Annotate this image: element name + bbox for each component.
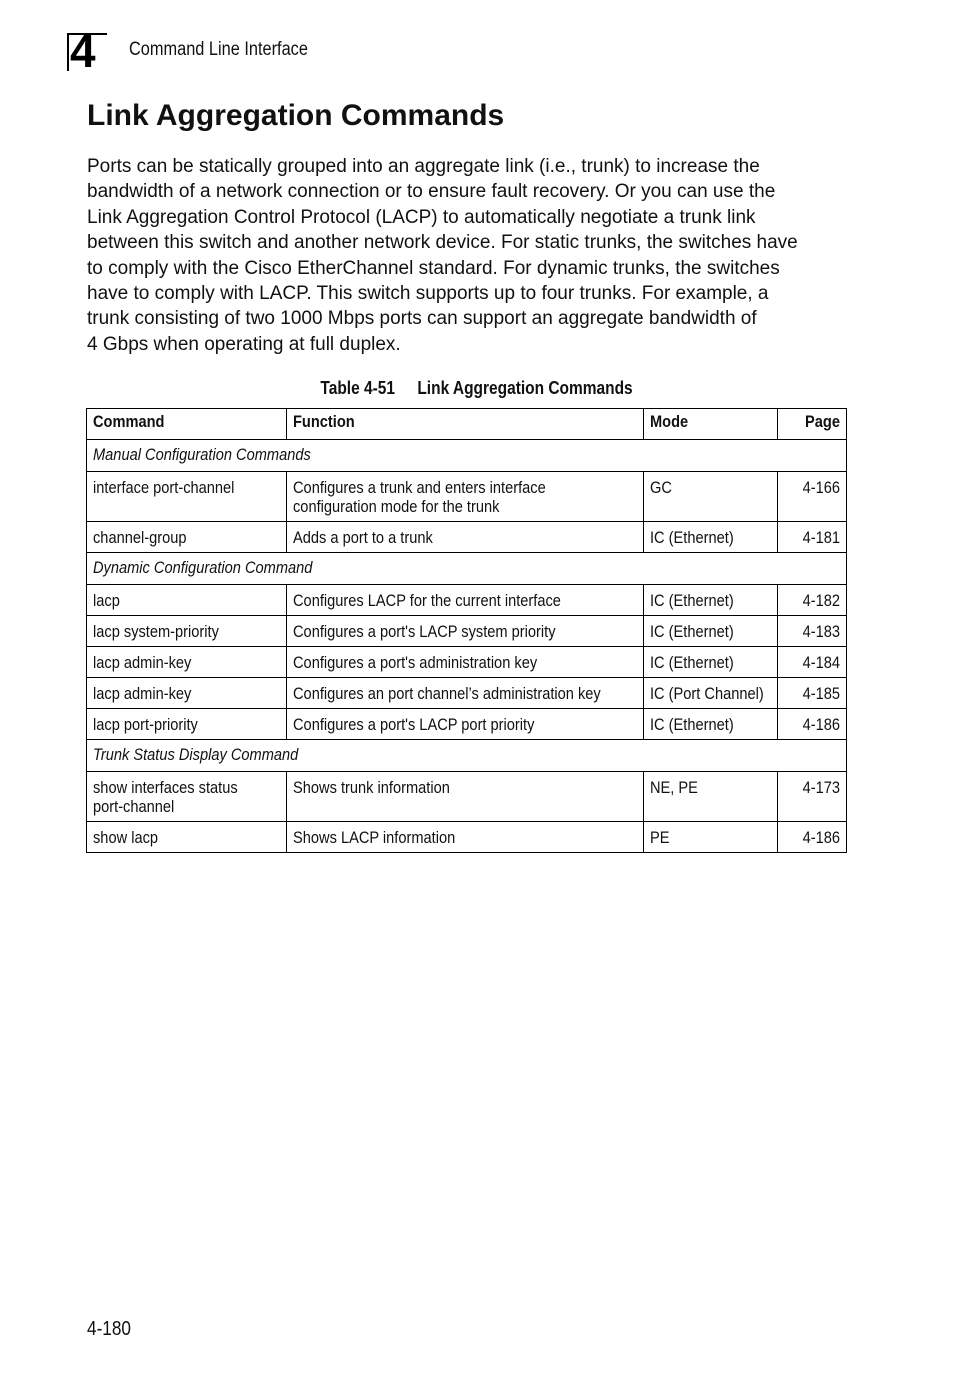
- header-page: Page: [778, 409, 847, 440]
- table-header-row: [87, 409, 847, 440]
- cell-mode: IC (Ethernet): [644, 522, 778, 553]
- cell-page: 4-183: [778, 616, 847, 647]
- intro-line: trunk consisting of two 1000 Mbps ports can support an aggregate bandwidth of: [87, 308, 757, 330]
- table-caption-number: Table 4-51: [320, 378, 396, 398]
- table-row: [87, 585, 847, 616]
- cell-mode: IC (Port Channel): [644, 678, 778, 709]
- cell-function: Adds a port to a trunk: [287, 522, 644, 553]
- cell-function: Configures a port's LACP port priority: [287, 709, 644, 740]
- table-row: [87, 772, 847, 822]
- cell-function: Configures a port's LACP system priority: [287, 616, 644, 647]
- group-title: Dynamic Configuration Command: [87, 553, 847, 585]
- intro-line: to comply with the Cisco EtherChannel standard. For dynamic trunks, the switches: [87, 257, 780, 279]
- cell-command: lacp admin-key: [87, 678, 287, 709]
- header-function: Function: [287, 409, 644, 440]
- cell-mode: NE, PE: [644, 772, 778, 822]
- table-row: [87, 522, 847, 553]
- table-group-row: [87, 440, 847, 472]
- table-caption: [0, 378, 954, 399]
- intro-line: Ports can be statically grouped into an aggregate link (i.e., trunk) to increase the: [87, 156, 760, 177]
- cell-mode: GC: [644, 472, 778, 522]
- cell-command: lacp: [87, 585, 287, 616]
- cell-mode: IC (Ethernet): [644, 585, 778, 616]
- cell-page: 4-184: [778, 647, 847, 678]
- cell-page: 4-186: [778, 709, 847, 740]
- cell-function: Configures LACP for the current interface: [287, 585, 644, 616]
- chapter-number: 4: [70, 25, 96, 77]
- table-row: [87, 822, 847, 853]
- table-group-row: [87, 553, 847, 585]
- cell-function: Configures an port channel’s administration key: [287, 678, 644, 709]
- section-title: Link Aggregation Commands: [87, 99, 505, 132]
- group-title: Trunk Status Display Command: [87, 740, 847, 772]
- cell-page: 4-185: [778, 678, 847, 709]
- table-caption-title: Link Aggregation Commands: [417, 378, 634, 398]
- header-mode: Mode: [644, 409, 778, 440]
- commands-table: [86, 408, 847, 853]
- cell-command: interface port-channel: [87, 472, 287, 522]
- running-head: Command Line Interface: [129, 39, 308, 60]
- cell-command: lacp system-priority: [87, 616, 287, 647]
- table-row: [87, 472, 847, 522]
- cell-command: lacp admin-key: [87, 647, 287, 678]
- cell-command: show interfaces status port-channel: [87, 772, 287, 822]
- table-group-row: [87, 740, 847, 772]
- page-number: 4-180: [87, 1318, 131, 1340]
- intro-line: 4 Gbps when operating at full duplex.: [87, 333, 401, 355]
- table-row: [87, 709, 847, 740]
- cell-function: Shows trunk information: [287, 772, 644, 822]
- cell-mode: IC (Ethernet): [644, 647, 778, 678]
- cell-function: Configures a port's administration key: [287, 647, 644, 678]
- intro-paragraph: [87, 154, 847, 357]
- intro-line: bandwidth of a network connection or to ensure fault recovery. Or you can use the: [87, 181, 776, 203]
- table-row: [87, 647, 847, 678]
- cell-function: Shows LACP information: [287, 822, 644, 853]
- cell-command: lacp port-priority: [87, 709, 287, 740]
- cell-page: 4-181: [778, 522, 847, 553]
- cell-mode: PE: [644, 822, 778, 853]
- intro-line: between this switch and another network device. For static trunks, the switches have: [87, 232, 798, 254]
- cell-mode: IC (Ethernet): [644, 616, 778, 647]
- cell-page: 4-173: [778, 772, 847, 822]
- cell-page: 4-166: [778, 472, 847, 522]
- header-command: Command: [87, 409, 287, 440]
- table-row: [87, 616, 847, 647]
- cell-command: channel-group: [87, 522, 287, 553]
- intro-line: have to comply with LACP. This switch supports up to four trunks. For example, a: [87, 283, 769, 305]
- cell-function: Configures a trunk and enters interface configuration mode for the trunk: [287, 472, 644, 522]
- cell-mode: IC (Ethernet): [644, 709, 778, 740]
- group-title: Manual Configuration Commands: [87, 440, 847, 472]
- cell-command: show lacp: [87, 822, 287, 853]
- table-row: [87, 678, 847, 709]
- intro-line: Link Aggregation Control Protocol (LACP) to automatically negotiate a trunk link: [87, 206, 756, 228]
- cell-page: 4-182: [778, 585, 847, 616]
- cell-page: 4-186: [778, 822, 847, 853]
